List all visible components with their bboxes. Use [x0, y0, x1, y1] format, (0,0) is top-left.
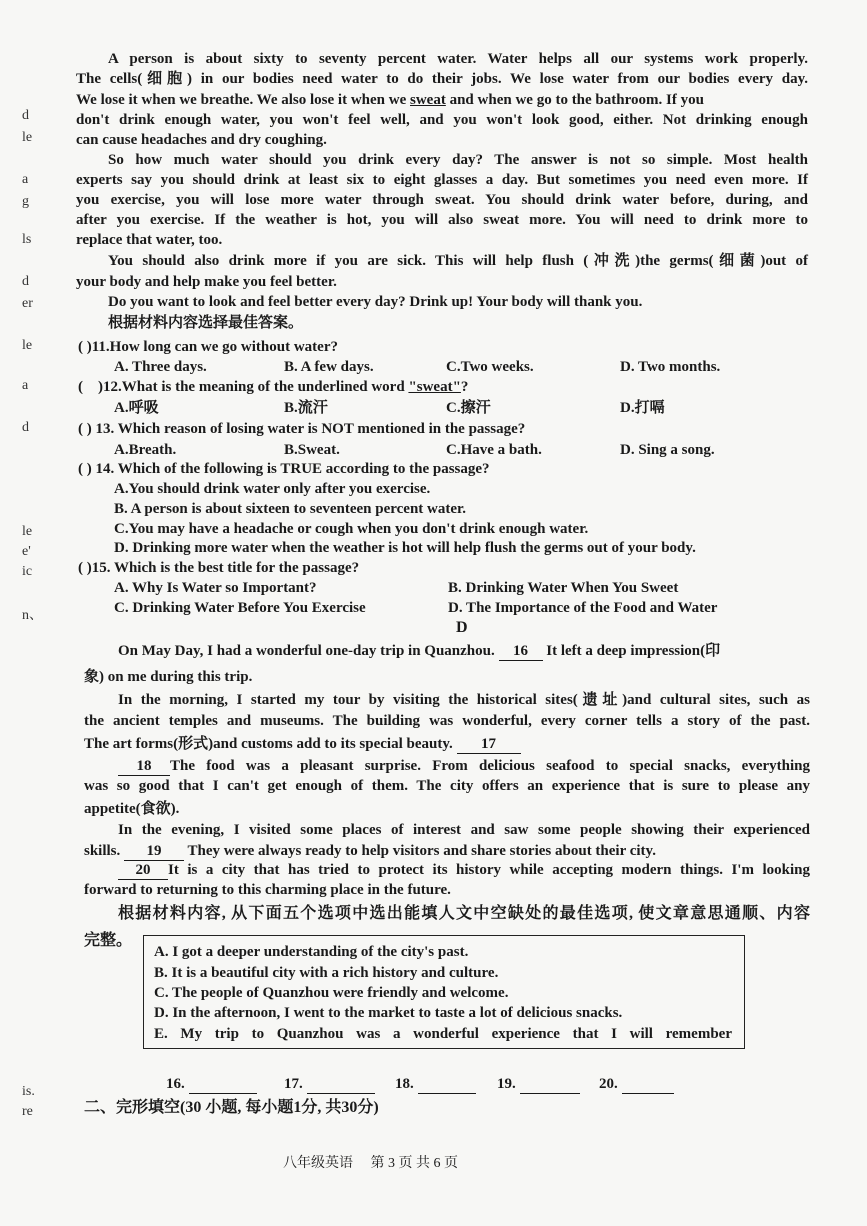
- option: A.Breath.: [114, 442, 177, 458]
- text: It is a city that has tried to protect its history while accepting modern things. I'm looking: [168, 862, 810, 878]
- question-stem: ( )15. Which is the best title for the passage?: [78, 560, 360, 576]
- blank-label: 17.: [284, 1076, 303, 1092]
- option: B. It is a beautiful city with a rich history and culture.: [154, 965, 499, 981]
- margin-fragment: d: [22, 108, 29, 123]
- blank-19: 19: [124, 842, 184, 861]
- answer-blank-18[interactable]: [395, 1075, 476, 1094]
- margin-fragment: d: [22, 274, 29, 289]
- margin-fragment: le: [22, 338, 33, 353]
- margin-fragment: ls: [22, 232, 32, 247]
- margin-fragment: g: [22, 194, 29, 209]
- option: C.You may have a headache or cough when you don't drink enough water.: [114, 521, 589, 537]
- underlined-word: "sweat": [408, 379, 461, 395]
- options-box: [143, 935, 745, 1049]
- paragraph-line: So how much water should you drink every day? The answer is not so simple. Most health: [108, 152, 808, 168]
- text: We lose it when we breathe. We also lose it when we: [76, 92, 411, 108]
- option: D.打嗝: [620, 400, 665, 416]
- option: B. A few days.: [284, 359, 374, 375]
- option: D. Sing a song.: [620, 442, 715, 458]
- paragraph-line: your body and help make you feel better.: [76, 274, 337, 290]
- margin-fragment: a: [22, 172, 29, 187]
- paragraph-line: [118, 757, 810, 776]
- option: A. Why Is Water so Important?: [114, 580, 317, 596]
- paragraph-line: In the morning, I started my tour by visiting the historical sites(遗址)and cultural sites, such as: [118, 692, 810, 708]
- option: B. A person is about sixteen to seventeen percent water.: [114, 501, 467, 517]
- paragraph-line: replace that water, too.: [76, 232, 223, 248]
- paragraph-line: [118, 861, 810, 880]
- margin-fragment: e': [22, 544, 31, 559]
- option: A. I got a deeper understanding of the city's past.: [154, 944, 469, 960]
- paragraph-line: [84, 735, 521, 754]
- margin-fragment: er: [22, 296, 33, 311]
- paragraph-line: [76, 91, 808, 109]
- option: C.Have a bath.: [446, 442, 542, 458]
- paragraph-line: can cause headaches and dry coughing.: [76, 132, 327, 148]
- option: B.流汗: [284, 400, 328, 416]
- option: D. Drinking more water when the weather is hot will help flush the germs out of your body.: [114, 540, 696, 556]
- blank-label: 20.: [599, 1076, 618, 1092]
- answer-blank-19[interactable]: [497, 1075, 580, 1094]
- blank-18: 18: [118, 757, 170, 776]
- paragraph-line: Do you want to look and feel better every day? Drink up! Your body will thank you.: [108, 294, 643, 310]
- margin-fragment: is.: [22, 1084, 35, 1099]
- paragraph-line: 象) on me during this trip.: [84, 669, 253, 685]
- margin-fragment: le: [22, 524, 33, 539]
- text: On May Day, I had a wonderful one-day trip in Quanzhou.: [118, 643, 499, 659]
- option: A.You should drink water only after you exercise.: [114, 481, 431, 497]
- blank-label: 16.: [166, 1076, 185, 1092]
- answer-blank-20[interactable]: [599, 1075, 674, 1094]
- margin-fragment: re: [22, 1104, 33, 1119]
- margin-fragment: n、: [22, 608, 43, 623]
- option: C.擦汗: [446, 400, 491, 416]
- option: B.Sweat.: [284, 442, 340, 458]
- margin-fragment: ic: [22, 564, 33, 579]
- question-stem: ( ) 13. Which reason of losing water is NOT mentioned in the passage?: [78, 421, 526, 437]
- instruction: 根据材料内容, 从下面五个选项中选出能填人文中空缺处的最佳选项, 使文章意思通顺、内容: [118, 905, 810, 922]
- margin-fragment: le: [22, 130, 33, 145]
- paragraph-line: was so good that I can't get enough of them. The city offers an experience that is sure to please any: [84, 778, 810, 794]
- text: They were always ready to help visitors and share stories about their city.: [184, 843, 656, 859]
- option: E. My trip to Quanzhou was a wonderful experience that I will remember: [154, 1026, 732, 1042]
- answer-blank-16[interactable]: [166, 1075, 257, 1094]
- option: C.Two weeks.: [446, 359, 534, 375]
- blank-label: 18.: [395, 1076, 414, 1092]
- paragraph-line: experts say you should drink at least six to eight glasses a day. But sometimes you need even more. If: [76, 172, 808, 188]
- blank-20: 20: [118, 861, 168, 880]
- paragraph-line: appetite(食欲).: [84, 801, 180, 817]
- text: The art forms(形式)and customs add to its special beauty.: [84, 736, 457, 752]
- paragraph-line: A person is about sixty to seventy percent water. Water helps all our systems work properly.: [108, 51, 808, 67]
- paragraph-line: In the evening, I visited some places of interest and saw some people showing their experienced: [118, 822, 810, 838]
- option: A. Three days.: [114, 359, 207, 375]
- text: and when we go to the bathroom. If you: [445, 92, 704, 108]
- blank-label: 19.: [497, 1076, 516, 1092]
- blank-17: 17: [457, 735, 521, 754]
- option: D. Two months.: [620, 359, 721, 375]
- paragraph-line: [84, 842, 656, 861]
- margin-fragment: a: [22, 378, 29, 393]
- section-heading: D: [456, 619, 468, 636]
- instruction: 完整。: [84, 932, 133, 949]
- text: ( )12.What is the meaning of the underlined word: [78, 379, 409, 395]
- paragraph-line: forward to returning to this charming place in the future.: [84, 882, 451, 898]
- answer-blank-17[interactable]: [284, 1075, 375, 1094]
- text: It left a deep impression(印: [542, 643, 721, 659]
- paragraph-line: [118, 642, 720, 661]
- paragraph-line: The cells(细胞) in our bodies need water to do their jobs. We lose water from our bodies every day.: [76, 71, 808, 87]
- option: D. The Importance of the Food and Water: [448, 600, 718, 616]
- text: The food was a pleasant surprise. From delicious seafood to special snacks, everything: [170, 758, 810, 774]
- option: C. Drinking Water Before You Exercise: [114, 600, 366, 616]
- text: ?: [460, 379, 469, 395]
- option: C. The people of Quanzhou were friendly and welcome.: [154, 985, 509, 1001]
- paragraph-line: You should also drink more if you are sick. This will help flush (冲洗)the germs(细菌)out of: [108, 253, 808, 269]
- paragraph-line: the ancient temples and museums. The building was wonderful, every corner tells a story of the past.: [84, 713, 810, 729]
- paragraph-line: you exercise, you will lose more water through sweat. You should drink water before, during, and: [76, 192, 808, 208]
- question-stem: ( ) 14. Which of the following is TRUE according to the passage?: [78, 461, 490, 477]
- blank-16: 16: [499, 642, 543, 661]
- paragraph-line: after you exercise. If the weather is hot, you will also sweat more. You will need to drink more to: [76, 212, 808, 228]
- option: A.呼吸: [114, 400, 159, 416]
- section-two-heading: 二、完形填空(30 小题, 每小题1分, 共30分): [84, 1099, 379, 1116]
- instruction: 根据材料内容选择最佳答案。: [108, 315, 304, 331]
- page-footer: 八年级英语 第 3 页 共 6 页: [283, 1156, 458, 1171]
- underlined-word: sweat: [410, 92, 446, 108]
- text: skills.: [84, 843, 125, 859]
- option: B. Drinking Water When You Sweet: [448, 580, 679, 596]
- margin-fragment: d: [22, 420, 29, 435]
- question-stem: [78, 378, 468, 396]
- option: D. In the afternoon, I went to the market to taste a lot of delicious snacks.: [154, 1005, 623, 1021]
- paragraph-line: don't drink enough water, you won't feel well, and you won't look good, either. Not drinking enough: [76, 112, 808, 128]
- question-stem: ( )11.How long can we go without water?: [78, 339, 338, 355]
